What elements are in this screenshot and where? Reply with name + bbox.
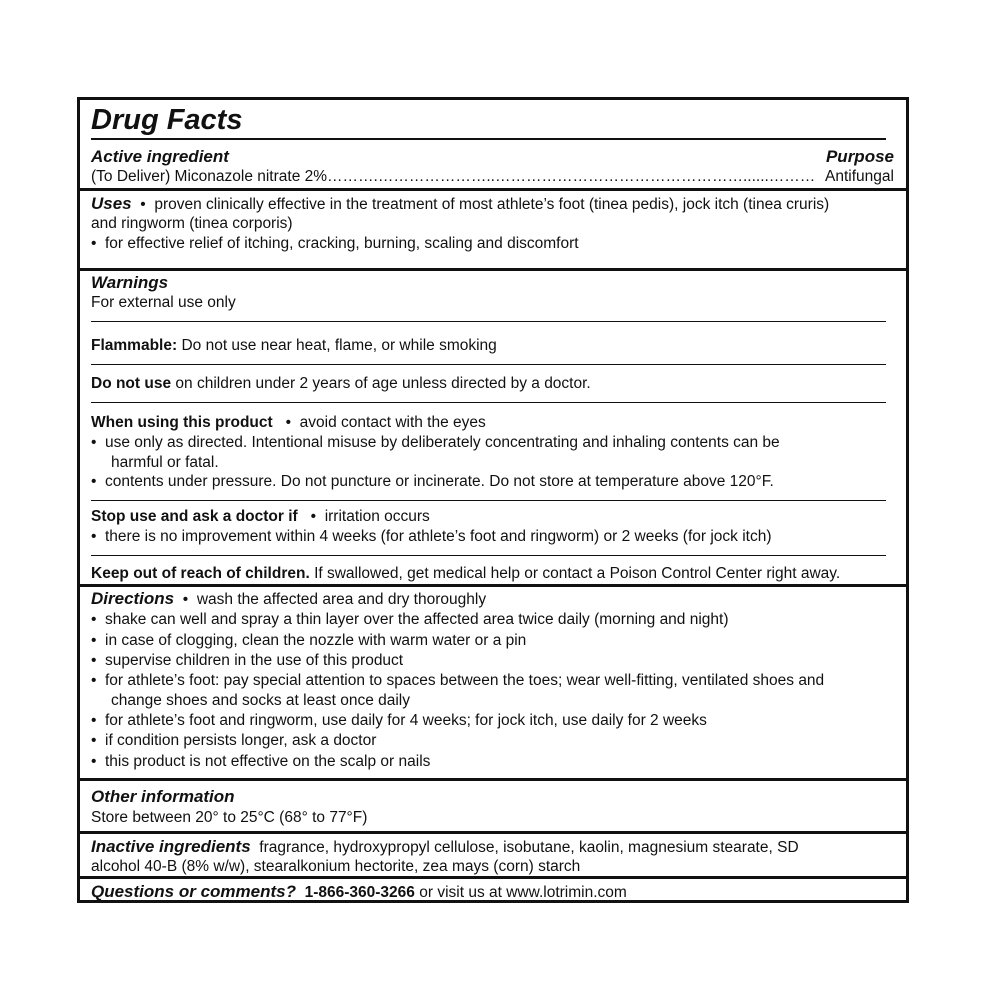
when-using-item-3-text: contents under pressure. Do not puncture or incinerate. Do not store at temperature above 120°F. xyxy=(105,473,774,490)
active-ingredient-heading: Active ingredient xyxy=(91,147,229,166)
inactive-ingredients-section xyxy=(80,834,906,879)
bullet: • xyxy=(91,732,97,749)
directions-item-text: supervise children in the use of this product xyxy=(105,652,404,669)
directions-item xyxy=(91,610,729,630)
divider xyxy=(91,321,886,322)
directions-item-text: this product is not effective on the scalp or nails xyxy=(105,753,431,770)
bullet: • xyxy=(91,528,97,545)
directions-item xyxy=(91,711,707,731)
stop-use-line-1 xyxy=(91,507,430,527)
when-using-label: When using this product xyxy=(91,414,273,431)
uses-heading: Uses xyxy=(91,194,132,213)
bullet: • xyxy=(91,632,97,649)
bullet: • xyxy=(91,712,97,729)
active-ingredient-row xyxy=(91,167,894,187)
drug-facts-panel xyxy=(77,97,909,903)
uses-item-2-text: for effective relief of itching, cracking, burning, scaling and discomfort xyxy=(105,235,579,252)
phone-number: 1-866-360-3266 xyxy=(304,884,415,901)
do-not-use-label: Do not use xyxy=(91,375,172,392)
divider xyxy=(91,555,886,556)
when-using-item-2-cont: harmful or fatal. xyxy=(111,454,219,471)
uses-item-2 xyxy=(91,234,579,254)
bullet: • xyxy=(91,473,97,490)
title-divider xyxy=(91,138,886,140)
when-using-item-2 xyxy=(91,433,780,453)
directions-item-text: in case of clogging, clean the nozzle with warm water or a pin xyxy=(105,632,527,649)
other-information-heading: Other information xyxy=(91,787,235,806)
stop-use-item-1: irritation occurs xyxy=(324,508,430,525)
warnings-heading: Warnings xyxy=(91,273,169,292)
directions-item-text: if condition persists longer, ask a doctor xyxy=(105,732,377,749)
stop-use-item-2-text: there is no improvement within 4 weeks (for athlete’s foot and ringworm) or 2 weeks (for jock itch) xyxy=(105,528,772,545)
flammable-warning xyxy=(91,336,497,356)
do-not-use-text: on children under 2 years of age unless directed by a doctor. xyxy=(175,375,591,392)
questions-line xyxy=(91,882,627,903)
directions-item-text: shake can well and spray a thin layer over the affected area twice daily (morning and night) xyxy=(105,611,729,628)
storage-text: Store between 20° to 25°C (68° to 77°F) xyxy=(91,809,368,826)
divider xyxy=(91,364,886,365)
keep-out-text: If swallowed, get medical help or contact a Poison Control Center right away. xyxy=(314,565,841,582)
bullet: • xyxy=(91,235,97,252)
when-using-item-3 xyxy=(91,472,774,492)
bullet: • xyxy=(91,753,97,770)
inactive-line-1 xyxy=(91,837,799,858)
uses-line-1 xyxy=(91,194,829,215)
directions-item xyxy=(91,752,430,772)
inactive-ingredients-heading: Inactive ingredients xyxy=(91,837,251,856)
questions-section xyxy=(80,879,906,903)
directions-item-text: for athlete’s foot: pay special attention to spaces between the toes; wear well-fitting, ventilated shoes and xyxy=(105,672,825,689)
when-using-item-1: avoid contact with the eyes xyxy=(299,414,486,431)
flammable-label: Flammable: xyxy=(91,337,178,354)
inactive-ingredients-list-1: fragrance, hydroxypropyl cellulose, isobutane, kaolin, magnesium stearate, SD xyxy=(259,839,799,856)
directions-item xyxy=(91,671,824,691)
active-ingredient-purpose: Antifungal xyxy=(825,168,894,185)
bullet: • xyxy=(310,508,317,525)
bullet: • xyxy=(140,196,146,213)
bullet: • xyxy=(91,652,97,669)
directions-item xyxy=(91,731,376,751)
stop-use-item-2 xyxy=(91,527,772,547)
directions-item-cont: change shoes and socks at least once daily xyxy=(111,692,410,709)
active-ingredient-name: (To Deliver) Miconazole nitrate 2% xyxy=(91,168,328,185)
bullet: • xyxy=(285,414,292,431)
leader-dots: ……….…………………..…………………………………………......……… xyxy=(327,168,816,185)
questions-heading: Questions or comments? xyxy=(91,882,296,901)
directions-heading: Directions xyxy=(91,589,175,608)
drug-facts-title: Drug Facts xyxy=(91,104,243,136)
uses-line-2: and ringworm (tinea corporis) xyxy=(91,215,293,232)
bullet: • xyxy=(91,434,97,451)
external-use-text: For external use only xyxy=(91,294,236,311)
directions-item xyxy=(91,651,403,671)
when-using-item-2-text: use only as directed. Intentional misuse by deliberately concentrating and inhaling contents can be xyxy=(105,434,780,451)
directions-item xyxy=(91,631,526,651)
inactive-ingredients-list-2: alcohol 40-B (8% w/w), stearalkonium hectorite, zea mays (corn) starch xyxy=(91,858,581,875)
do-not-use-warning xyxy=(91,374,591,394)
purpose-heading: Purpose xyxy=(825,147,894,166)
bullet: • xyxy=(182,591,189,608)
directions-line-1 xyxy=(91,589,486,610)
divider xyxy=(91,402,886,403)
warnings-section xyxy=(80,271,906,587)
uses-section xyxy=(80,191,906,271)
directions-item: wash the affected area and dry thoroughly xyxy=(196,591,487,608)
stop-use-label: Stop use and ask a doctor if xyxy=(91,508,298,525)
directions-item-text: for athlete’s foot and ringworm, use daily for 4 weeks; for jock itch, use daily for 2 weeks xyxy=(105,712,707,729)
active-ingredient-section xyxy=(80,100,906,191)
divider xyxy=(91,500,886,501)
keep-out-warning xyxy=(91,564,840,584)
when-using-line-1 xyxy=(91,413,486,433)
keep-out-label: Keep out of reach of children. xyxy=(91,565,310,582)
other-information-section xyxy=(80,781,906,834)
bullet: • xyxy=(91,611,97,628)
bullet: • xyxy=(91,672,97,689)
website-text: or visit us at www.lotrimin.com xyxy=(419,884,627,901)
flammable-text: Do not use near heat, flame, or while smoking xyxy=(181,337,497,354)
uses-item-1: proven clinically effective in the treatment of most athlete’s foot (tinea pedis), jock itch (tinea cruris) xyxy=(154,196,830,213)
directions-section xyxy=(80,587,906,781)
